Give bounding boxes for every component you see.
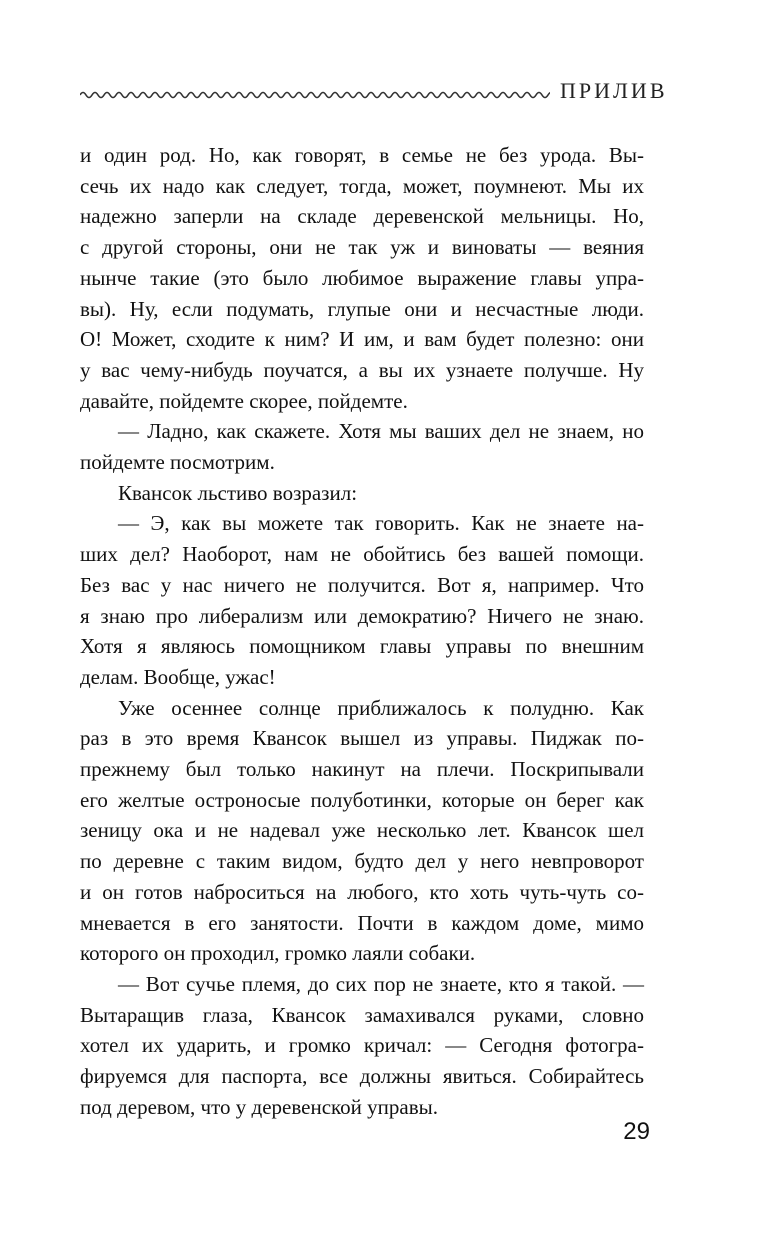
paragraph	[80, 969, 644, 1123]
text-line: я знаю про либерализм или демократию? Ничего не знаю.	[80, 603, 644, 628]
text-line: нынче такие (это было любимое выражение главы упра-	[80, 265, 644, 290]
text-line: — Э, как вы можете так говорить. Как не знаете на-	[118, 511, 644, 536]
text-line: по деревне с таким видом, будто дел у него невпроворот	[80, 849, 644, 874]
text-line: давайте, пойдемте скорее, пойдемте.	[80, 388, 408, 413]
text-line: зеницу ока и не надевал уже несколько лет. Квансок шел	[80, 818, 644, 843]
text-line: у вас чему-нибудь поучатся, а вы их узнаете получше. Ну	[80, 357, 644, 382]
text-line: которого он проходил, громко лаяли собаки.	[80, 941, 476, 966]
text-line: Уже осеннее солнце приближалось к полудню. Как	[118, 695, 644, 720]
text-line: пойдемте посмотрим.	[80, 450, 275, 475]
text-line: сечь их надо как следует, тогда, может, поумнеют. Мы их	[80, 173, 644, 198]
text-line: делам. Вообще, ужас!	[80, 664, 276, 689]
page-number: 29	[623, 1118, 650, 1145]
running-head: ПРИЛИВ	[560, 78, 668, 103]
text-line: — Ладно, как скажете. Хотя мы ваших дел не знаем, но	[118, 419, 644, 444]
text-line: и один род. Но, как говорят, в семье не без урода. Вы-	[80, 143, 644, 167]
paragraph	[80, 478, 644, 509]
paragraph	[80, 416, 644, 477]
text-line: раз в это время Квансок вышел из управы. Пиджак по-	[80, 726, 644, 751]
text-line: хотел их ударить, и громко кричал: — Сегодня фотогра-	[80, 1033, 644, 1058]
text-line: надежно заперли на складе деревенской мельницы. Но,	[80, 204, 644, 229]
text-line: фируемся для паспорта, все должны явиться. Собирайтесь	[80, 1064, 644, 1089]
text-line: прежнему был только накинут на плечи. Поскрипывали	[80, 757, 644, 782]
text-line: с другой стороны, они не так уж и виноваты — веяния	[80, 235, 644, 260]
text-line: Вытаращив глаза, Квансок замахивался руками, словно	[80, 1002, 644, 1027]
text-line: Квансок льстиво возразил:	[118, 480, 358, 505]
text-line: и он готов наброситься на любого, кто хоть чуть-чуть со-	[80, 879, 644, 904]
wavy-rule	[80, 88, 550, 102]
text-line: его желтые остроносые полуботинки, которые он берег как	[80, 787, 644, 812]
text-line: О! Может, сходите к ним? И им, и вам будет полезно: они	[80, 327, 644, 352]
text-line: под деревом, что у деревенской управы.	[80, 1094, 438, 1119]
text-line: Хотя я являюсь помощником главы управы по внешним	[80, 634, 644, 659]
text-line: Без вас у нас ничего не получится. Вот я, например. Что	[80, 572, 644, 597]
text-line: мневается в его занятости. Почти в каждом доме, мимо	[80, 910, 644, 935]
paragraph	[80, 140, 644, 416]
text-line: ших дел? Наоборот, нам не обойтись без вашей помощи.	[80, 542, 644, 567]
paragraph	[80, 508, 644, 692]
text-line: вы). Ну, если подумать, глупые они и несчастные люди.	[80, 296, 644, 321]
text-line: — Вот сучье племя, до сих пор не знаете, кто я такой. —	[118, 971, 644, 996]
paragraph	[80, 693, 644, 969]
body-text	[80, 140, 644, 1123]
